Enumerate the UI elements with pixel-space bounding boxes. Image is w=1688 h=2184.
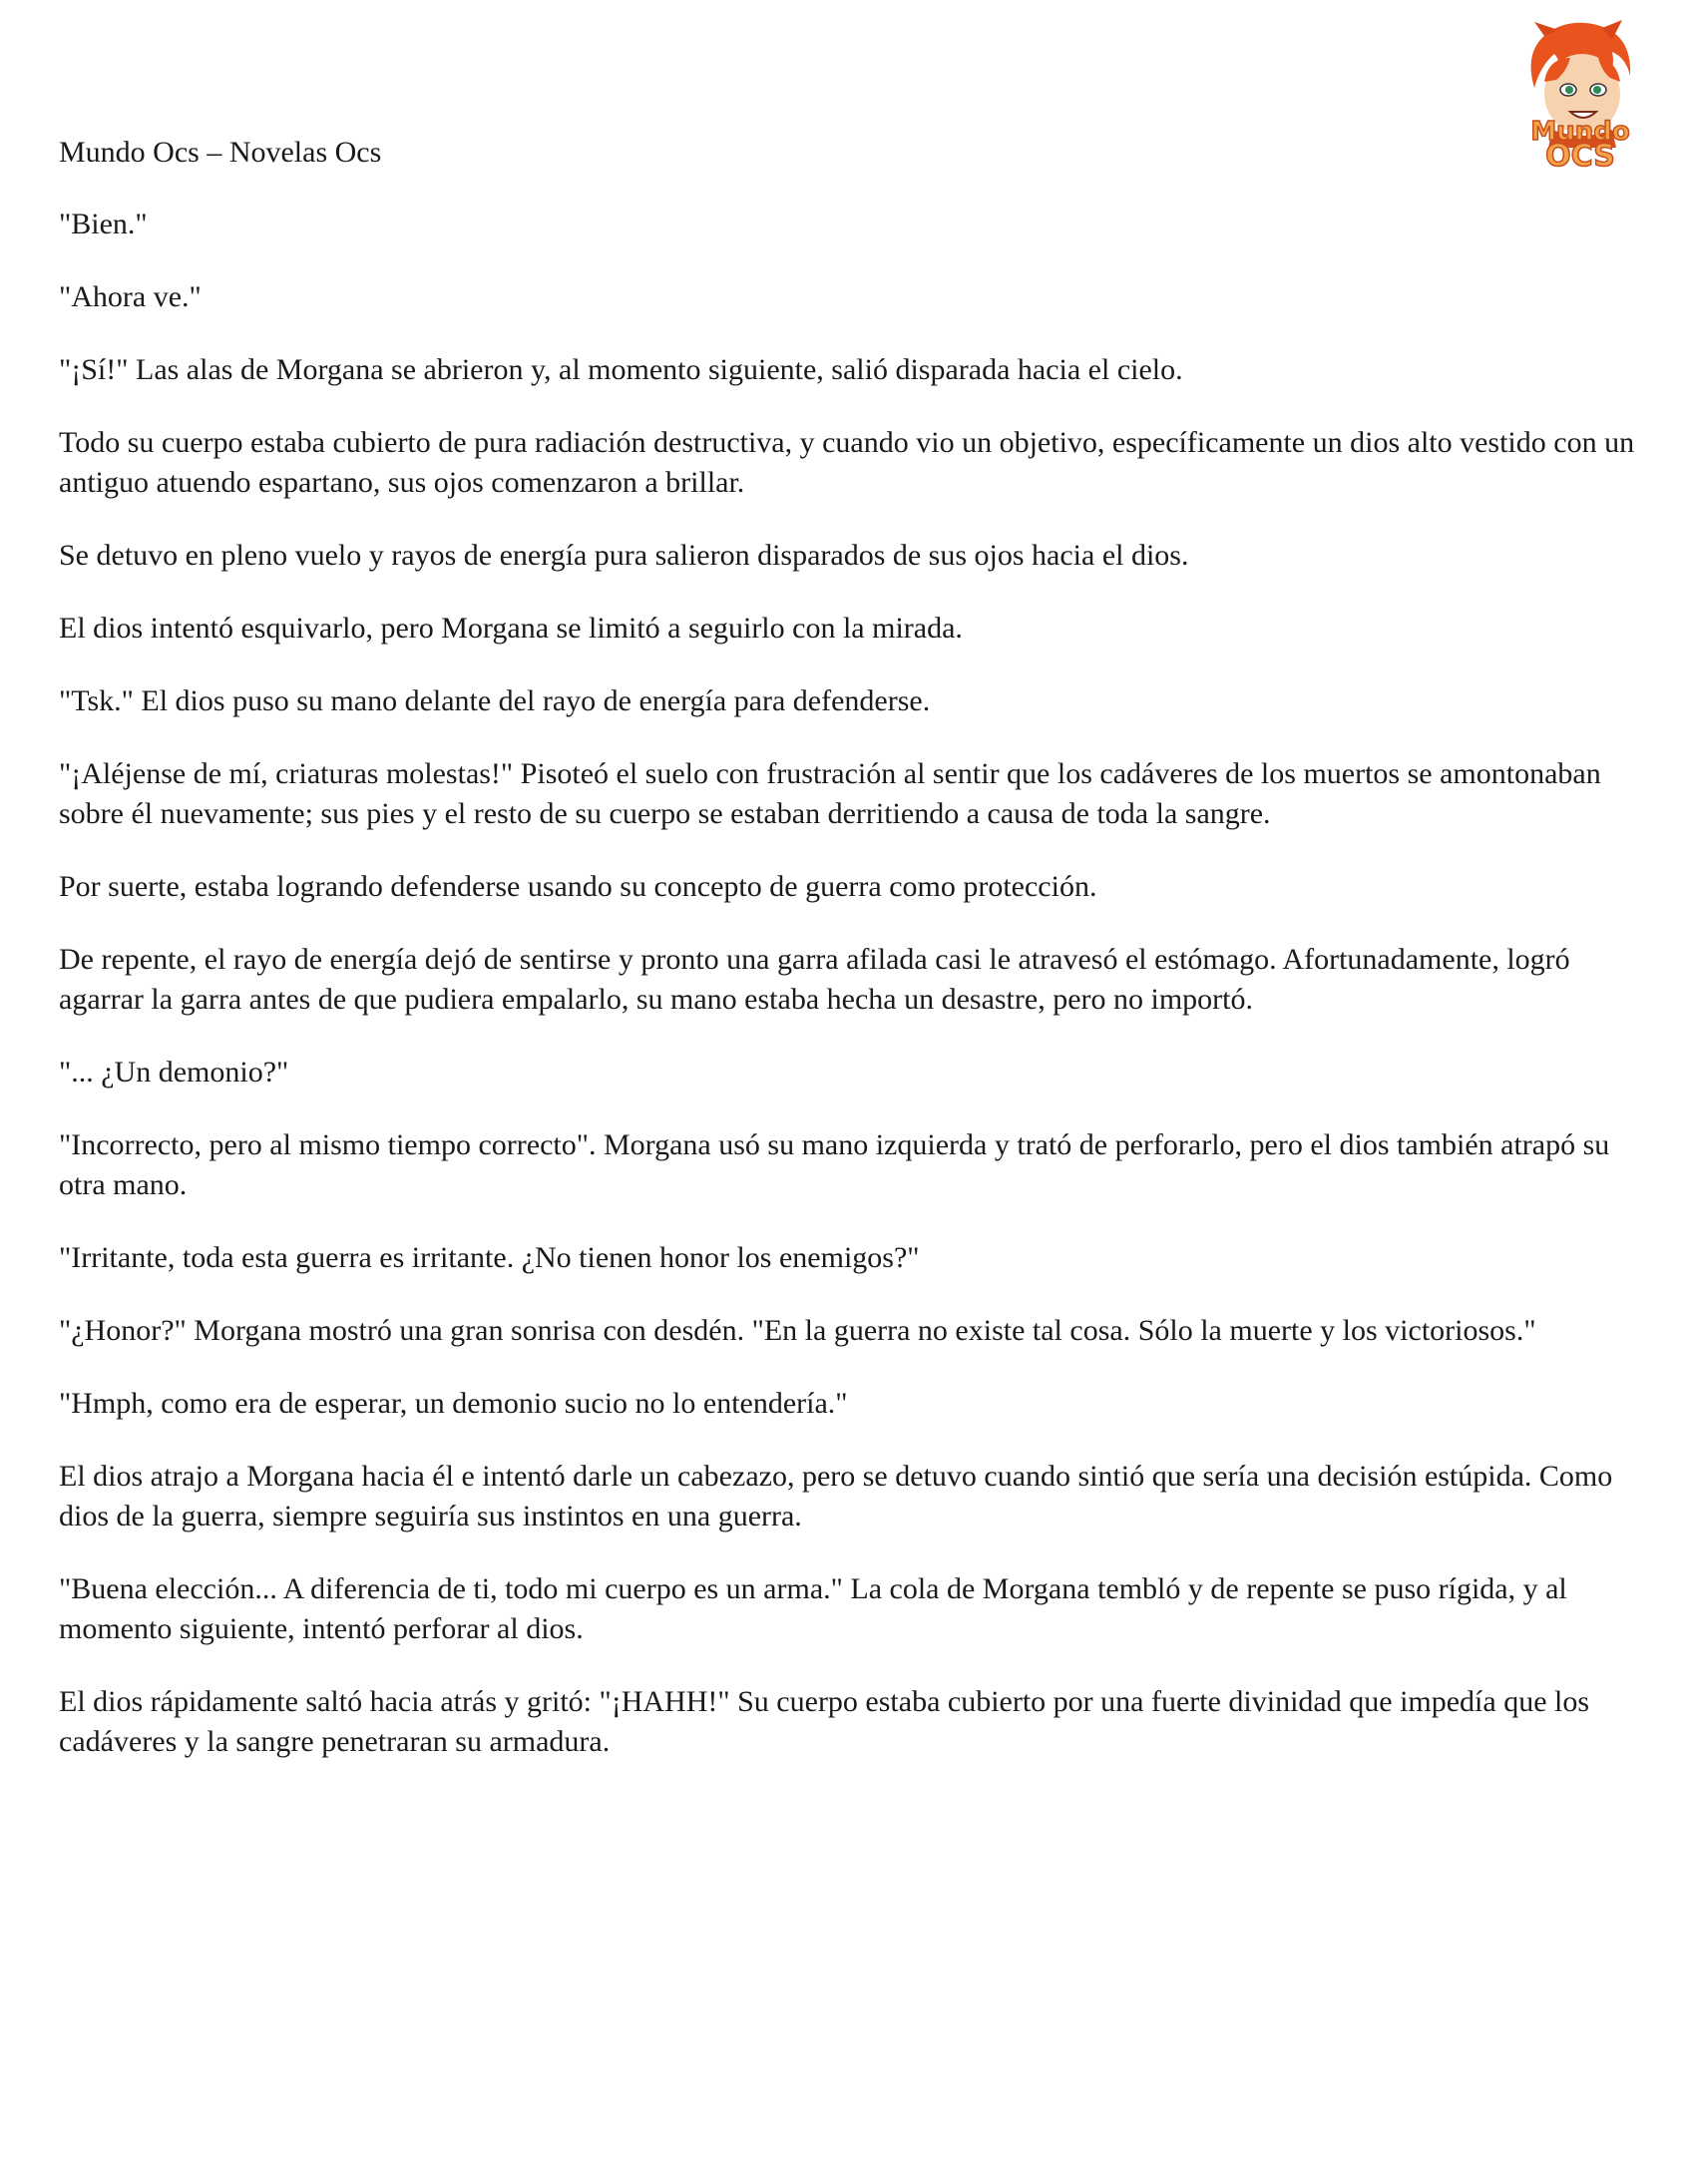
source-header: Mundo Ocs – Novelas Ocs	[59, 136, 382, 169]
paragraph: "... ¿Un demonio?"	[59, 1056, 289, 1089]
paragraph: Todo su cuerpo estaba cubierto de pura radiación destructiva, y cuando vio un objetivo, específicamente un dios alto vestido con un antiguo atuendo espartano, sus ojos comenzaron a brillar.	[59, 426, 1635, 499]
paragraph: "¡Sí!" Las alas de Morgana se abrieron y, al momento siguiente, salió disparada hacia el cielo.	[59, 353, 1183, 386]
paragraph: Por suerte, estaba logrando defenderse usando su concepto de guerra como protección.	[59, 870, 1097, 903]
paragraph: De repente, el rayo de energía dejó de sentirse y pronto una garra afilada casi le atravesó el estómago. Afortunadamente, logró agarrar la garra antes de que pudiera empalarlo, su mano estaba hecha un desastre, pero no importó.	[59, 943, 1570, 1016]
paragraph: El dios atrajo a Morgana hacia él e intentó darle un cabezazo, pero se detuvo cuando sintió que sería una decisión estúpida. Como dios de la guerra, siempre seguiría sus instintos en una guerra.	[59, 1460, 1613, 1532]
paragraph: "Tsk." El dios puso su mano delante del rayo de energía para defenderse.	[59, 684, 931, 717]
paragraph: "Hmph, como era de esperar, un demonio sucio no lo entendería."	[59, 1387, 848, 1420]
paragraph: El dios intentó esquivarlo, pero Morgana se limitó a seguirlo con la mirada.	[59, 612, 963, 645]
logo-text-ocs: OCS	[1545, 139, 1615, 173]
mundo-ocs-logo	[1504, 18, 1656, 173]
paragraph: "Buena elección... A diferencia de ti, todo mi cuerpo es un arma." La cola de Morgana tembló y de repente se puso rígida, y al momento siguiente, intentó perforar al dios.	[59, 1572, 1567, 1645]
paragraph: "Incorrecto, pero al mismo tiempo correcto". Morgana usó su mano izquierda y trató de perforarlo, pero el dios también atrapó su otra mano.	[59, 1128, 1610, 1201]
paragraph: "Irritante, toda esta guerra es irritante. ¿No tienen honor los enemigos?"	[59, 1241, 920, 1274]
paragraph: Se detuvo en pleno vuelo y rayos de energía pura salieron disparados de sus ojos hacia el dios.	[59, 539, 1189, 572]
paragraph: "Bien."	[59, 208, 148, 240]
paragraph: "¡Aléjense de mí, criaturas molestas!" Pisoteó el suelo con frustración al sentir que los cadáveres de los muertos se amontonaban sobre él nuevamente; sus pies y el resto de su cuerpo se estaban derritiendo a causa de toda la sangre.	[59, 757, 1601, 830]
paragraph: "¿Honor?" Morgana mostró una gran sonrisa con desdén. "En la guerra no existe tal cosa. Sólo la muerte y los victoriosos."	[59, 1314, 1536, 1347]
story-body	[59, 205, 1645, 1795]
mundo-ocs-logo-graphic	[1504, 18, 1656, 173]
logo-text-mundo: Mundo	[1530, 117, 1630, 147]
paragraph: El dios rápidamente saltó hacia atrás y gritó: "¡HAHH!" Su cuerpo estaba cubierto por una fuerte divinidad que impedía que los cadáveres y la sangre penetraran su armadura.	[59, 1685, 1590, 1758]
paragraph: "Ahora ve."	[59, 280, 202, 313]
